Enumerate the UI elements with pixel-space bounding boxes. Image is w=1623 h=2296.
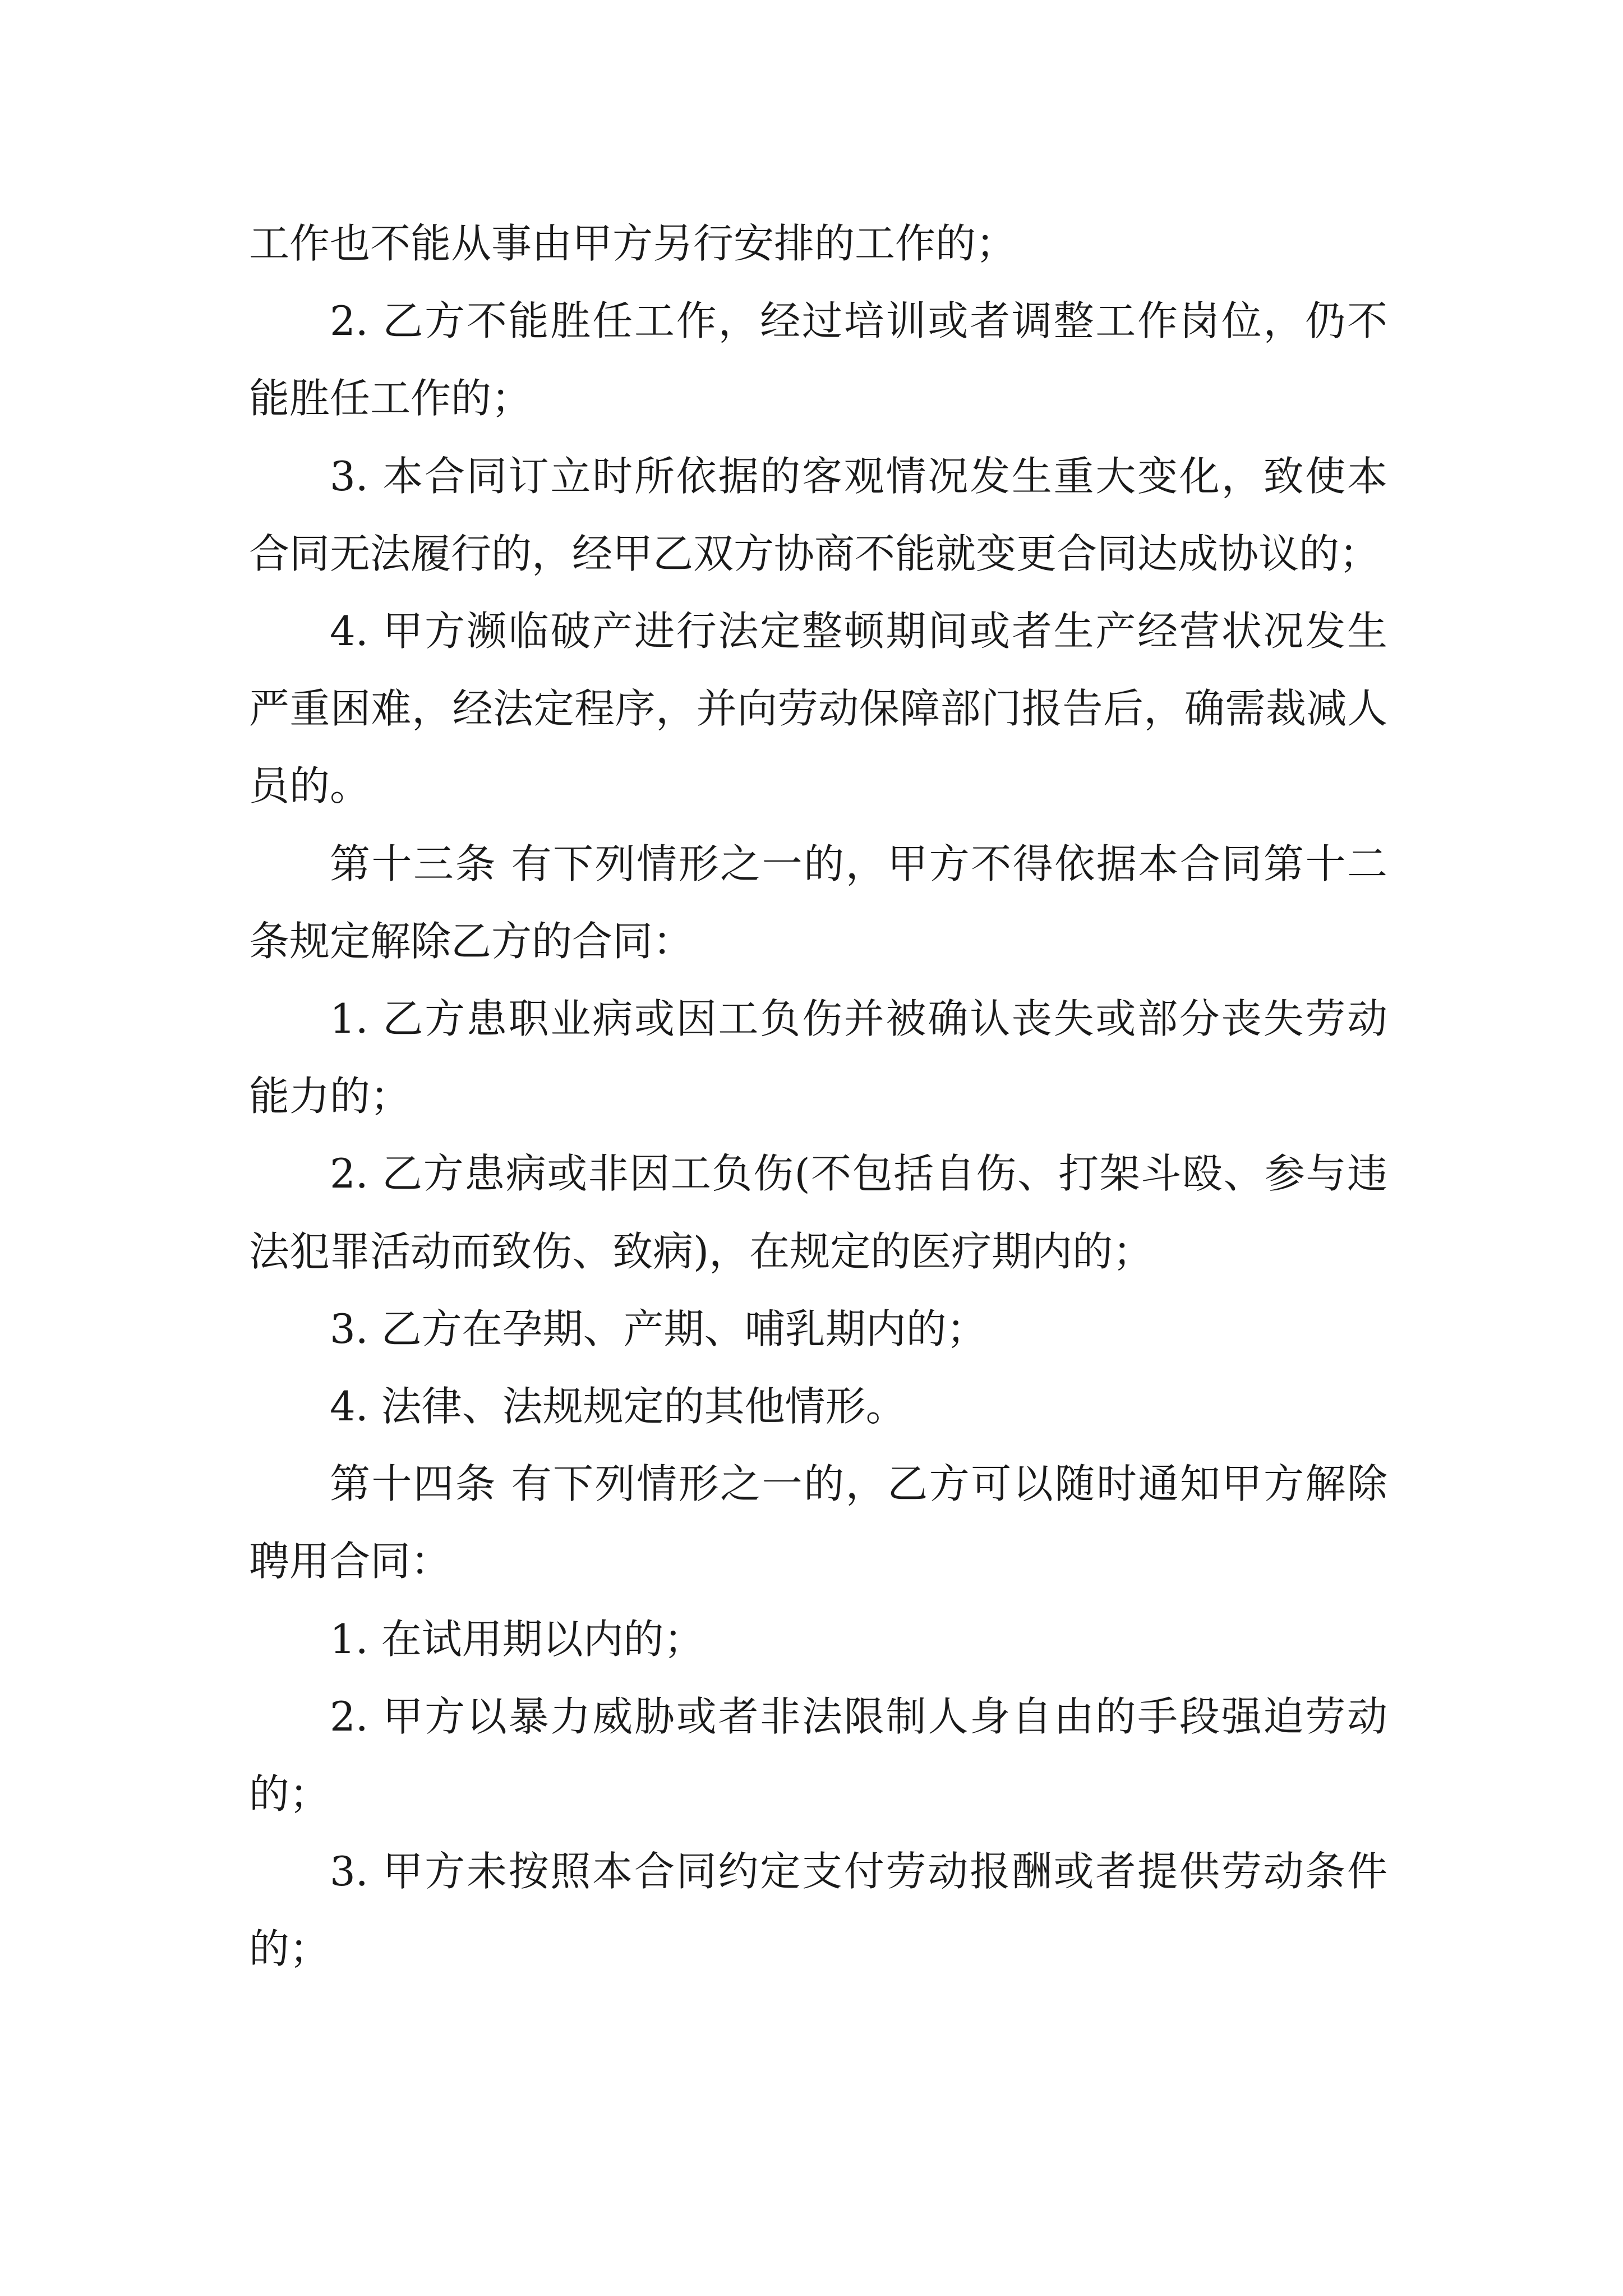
paragraph-continuation: 工作也不能从事由甲方另行安排的工作的； <box>249 220 1017 267</box>
paragraph-clause-13-item-1: 1. 乙方患职业病或因工负伤并被确认丧失或部分丧失劳动能力的； <box>249 995 1387 1120</box>
paragraph-article-14: 第十四条 有下列情形之一的，乙方可以随时通知甲方解除聘用合同： <box>249 1460 1387 1585</box>
paragraph-clause-13-item-3: 3. 乙方在孕期、产期、哺乳期内的； <box>330 1305 987 1352</box>
paragraph-clause-12-item-4: 4. 甲方濒临破产进行法定整顿期间或者生产经营状况发生严重困难，经法定程序，并向劳动保障部门报告后，确需裁减人员的。 <box>249 608 1387 810</box>
paragraph-clause-12-item-2: 2. 乙方不能胜任工作，经过培训或者调整工作岗位，仍不能胜任工作的； <box>249 297 1387 422</box>
paragraph-clause-13-item-4: 4. 法律、法规规定的其他情形。 <box>330 1383 906 1430</box>
paragraph-clause-14-item-2: 2. 甲方以暴力威胁或者非法限制人身自由的手段强迫劳动的； <box>249 1692 1387 1818</box>
paragraph-clause-13-item-2: 2. 乙方患病或非因工负伤(不包括自伤、打架斗殴、参与违法犯罪活动而致伤、致病)，在规定的医疗期内的； <box>249 1150 1387 1275</box>
paragraph-article-13: 第十三条 有下列情形之一的，甲方不得依据本合同第十二条规定解除乙方的合同： <box>249 840 1387 965</box>
paragraph-clause-14-item-3: 3. 甲方未按照本合同约定支付劳动报酬或者提供劳动条件的； <box>249 1848 1387 1973</box>
paragraph-clause-12-item-3: 3. 本合同订立时所依据的客观情况发生重大变化，致使本合同无法履行的，经甲乙双方协商不能就变更合同达成协议的； <box>249 452 1387 577</box>
document-body <box>249 205 1387 1988</box>
paragraph-clause-14-item-1: 1. 在试用期以内的； <box>330 1615 704 1663</box>
